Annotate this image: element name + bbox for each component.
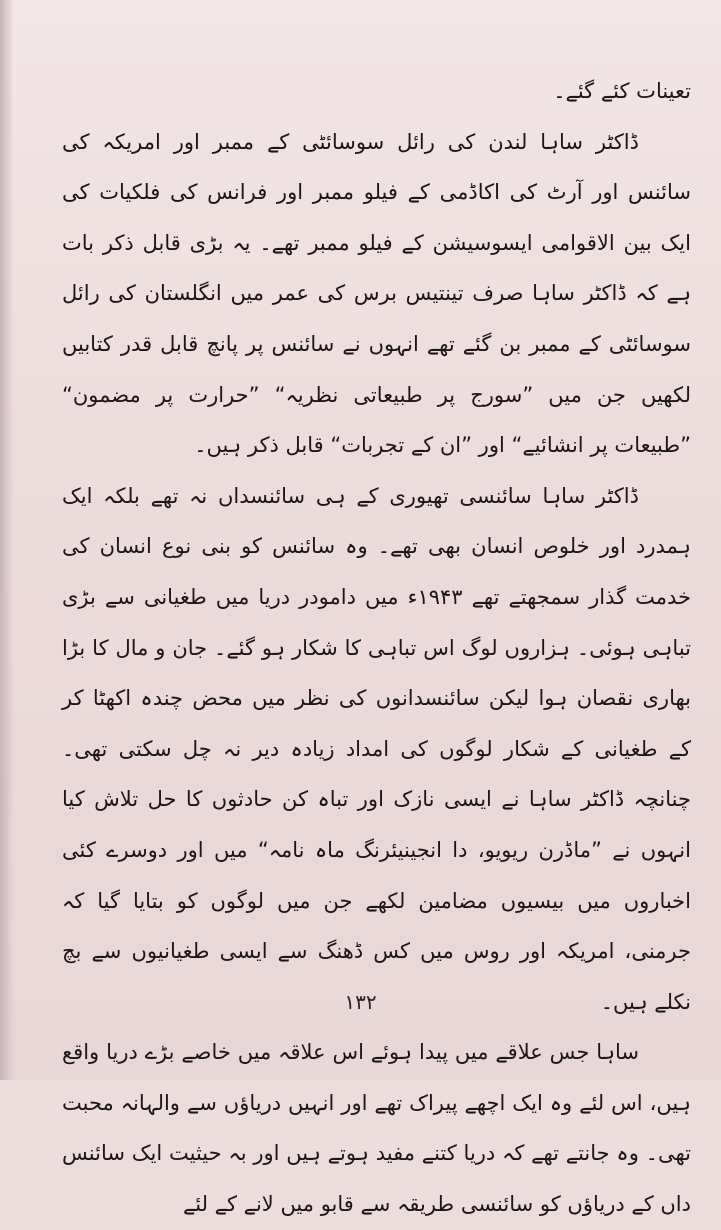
paragraph-continuation: تعینات کئے گئے۔ — [553, 79, 691, 103]
page-body-text — [62, 66, 691, 1230]
page-number: ۱۳۲ — [344, 990, 377, 1014]
paragraph-fellowships: ڈاکٹر ساہا لندن کی رائل سوسائٹی کے ممبر اور امریکہ کی سائنس اور آرٹ کی اکاڈمی کے فیلو ممبر اور فرانس کی فلکیات کی ایک بین الاقوامی ایسوسیشن کے فیلو ممبر تھے۔ یہ بڑی قابل ذکر بات ہے کہ ڈاکٹر ساہا صرف تینتیس برس کی عمر میں انگلستان کی رائل سوسائٹی کے ممبر بن گئے تھے انہوں نے سائنس پر پانچ قابل قدر کتابیں لکھیں جن میں ”سورج پر طبیعاتی نظریہ“ ”حرارت پر مضمون“ ”طبیعات پر انشائیے“ اور ”ان کے تجربات“ قابل ذکر ہیں۔ — [62, 129, 691, 458]
paragraph-humanitarian: ڈاکٹر ساہا سائنسی تھیوری کے ہی سائنسداں نہ تھے بلکہ ایک ہمدرد اور خلوص انسان بھی تھے۔ وہ سائنس کو بنی نوع انسان کی خدمت گذار سمجھتے تھے ۱۹۴۳ء میں دامودر دریا میں طغیانی سے بڑی تباہی ہوئی۔ ہزاروں لوگ اس تباہی کا شکار ہو گئے۔ جان و مال کا بڑا بھاری نقصان ہوا لیکن سائنسدانوں کی نظر میں محض چندہ اکھٹا کر کے طغیانی کے شکار لوگوں کی امداد زیادہ دیر نہ چل سکتی تھی۔ چنانچہ ڈاکٹر ساہا نے ایسی نازک اور تباہ کن حادثوں کا حل تلاش کیا انہوں نے ”ماڈرن ریویو، دا انجینیئرنگ ماہ نامہ“ میں اور دوسرے کئی اخباروں میں بیسیوں مضامین لکھے جن میں لوگوں کو بتایا گیا کہ جرمنی، امریکہ اور روس میں کس ڈھنگ سے ایسی طغیانیوں سے بچ نکلے ہیں۔ — [62, 483, 692, 1014]
paragraph-rivers: ساہا جس علاقے میں پیدا ہوئے اس علاقہ میں خاصے بڑے دریا واقع ہیں، اس لئے وہ ایک اچھے پیراک تھے اور انہیں دریاؤں سے والہانہ محبت تھی۔ وہ جانتے تھے کہ دریا کتنے مفید ہوتے ہیں اور بہ حیثیت ایک سائنس داں کے دریاؤں کو سائنسی طریقہ سے قابو میں لانے کے لئے — [62, 1040, 691, 1217]
